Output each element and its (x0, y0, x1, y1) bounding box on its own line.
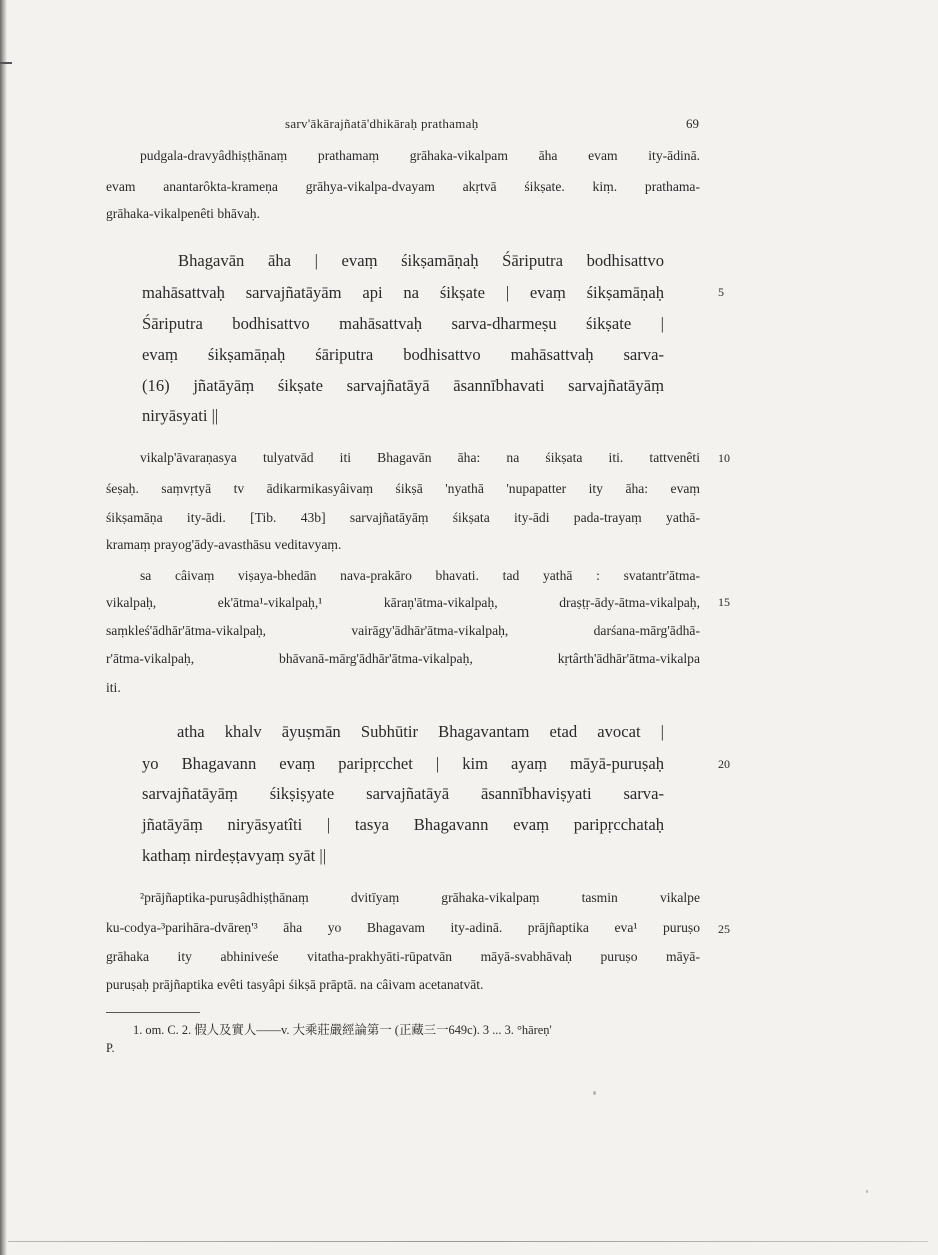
verse-line: yo Bhagavann evaṃ paripṛcchet | kim ayaṃ māyā-puruṣaḥ (142, 754, 664, 773)
text-line: puruṣaḥ prājñaptika evêti tasyâpi śikṣā prāptā. na câivam acetanatvāt. (106, 977, 484, 992)
page-edge-shadow (8, 1241, 928, 1242)
line-number: 15 (718, 595, 730, 609)
text-line: saṃkleś'ādhār'ātma-vikalpaḥ, vairāgy'ādhār'ātma-vikalpaḥ, darśana-mārg'ādhā- (106, 623, 700, 638)
text-line: grāhaka-vikalpenêti bhāvaḥ. (106, 206, 260, 221)
line-number: 10 (718, 451, 730, 465)
text-line: vikalp'āvaraṇasya tulyatvād iti Bhagavān āha: na śikṣata iti. tattvenêti (140, 450, 700, 465)
text-line: vikalpaḥ, ek'ātma¹-vikalpaḥ,¹ kāraṇ'ātma-vikalpaḥ, draṣṭṛ-ādy-ātma-vikalpaḥ, (106, 595, 700, 610)
text-line: evam anantarôkta-krameṇa grāhya-vikalpa-dvayam akṛtvā śikṣate. kiṃ. prathama- (106, 179, 700, 194)
verse-line: Bhagavān āha | evaṃ śikṣamāṇaḥ Śāriputra bodhisattvo (178, 251, 664, 270)
binding-mark (0, 62, 12, 64)
running-head: sarv'ākārajñatā'dhikāraḥ prathamaḥ (285, 116, 479, 131)
verse-line: mahāsattvaḥ sarvajñatāyām api na śikṣate | evaṃ śikṣamāṇaḥ (142, 283, 664, 302)
verse-line: kathaṃ nirdeṣṭavyaṃ syāt || (142, 846, 327, 865)
footnote-line: P. (106, 1041, 115, 1055)
paper-speck (593, 1091, 596, 1095)
text-line: ²prājñaptika-puruṣâdhiṣṭhānaṃ dvitīyaṃ grāhaka-vikalpaṃ tasmin vikalpe (140, 890, 700, 905)
paper-speck (866, 1190, 868, 1193)
text-line: pudgala-dravyâdhiṣṭhānaṃ prathamaṃ grāhaka-vikalpam āha evam ity-ādinā. (140, 148, 700, 163)
line-number: 5 (718, 285, 724, 299)
binding-edge (0, 0, 7, 1255)
text-line: grāhaka ity abhiniveśe vitatha-prakhyāti-rūpatvān māyā-svabhāvaḥ puruṣo māyā- (106, 949, 700, 964)
footnote-line: 1. om. C. 2. 假人及實人——v. 大乘莊嚴經論第一 (正藏三一649c). 3 ... 3. °hāreṇ' (133, 1023, 552, 1037)
verse-line: niryāsyati || (142, 406, 219, 425)
line-number: 20 (718, 757, 730, 771)
verse-line: sarvajñatāyāṃ śikṣiṣyate sarvajñatāyā āsannībhaviṣyati sarva- (142, 784, 664, 803)
text-line: śikṣamāṇa ity-ādi. [Tib. 43b] sarvajñatāyāṃ śikṣata ity-ādi pada-trayaṃ yathā- (106, 510, 700, 525)
text-line: sa câivaṃ viṣaya-bhedān nava-prakāro bhavati. tad yathā : svatantr'ātma- (140, 568, 700, 583)
text-line: śeṣaḥ. saṃvṛtyā tv ādikarmikasyâivaṃ śikṣā 'nyathā 'nupapatter ity āha: evaṃ (106, 481, 700, 496)
verse-line: jñatāyāṃ niryāsyatîti | tasya Bhagavann evaṃ paripṛcchataḥ (142, 815, 664, 834)
verse-line: evaṃ śikṣamāṇaḥ śāriputra bodhisattvo mahāsattvaḥ sarva- (142, 345, 664, 364)
footnote-rule (106, 1012, 200, 1013)
verse-line: atha khalv āyuṣmān Subhūtir Bhagavantam etad avocat | (177, 722, 664, 741)
line-number: 25 (718, 922, 730, 936)
page-number: 69 (686, 116, 699, 131)
text-line: iti. (106, 680, 121, 695)
verse-line: Śāriputra bodhisattvo mahāsattvaḥ sarva-dharmeṣu śikṣate | (142, 314, 664, 333)
verse-line: (16) jñatāyāṃ śikṣate sarvajñatāyā āsannībhavati sarvajñatāyāṃ (142, 376, 664, 395)
text-line: ku-codya-³parihāra-dvāreṇ'³ āha yo Bhagavam ity-adinā. prājñaptika eva¹ puruṣo (106, 920, 700, 935)
text-line: r'ātma-vikalpaḥ, bhāvanā-mārg'ādhār'ātma-vikalpaḥ, kṛtârth'ādhār'ātma-vikalpa (106, 651, 700, 666)
text-line: kramaṃ prayog'ādy-avasthāsu veditavyaṃ. (106, 537, 342, 552)
